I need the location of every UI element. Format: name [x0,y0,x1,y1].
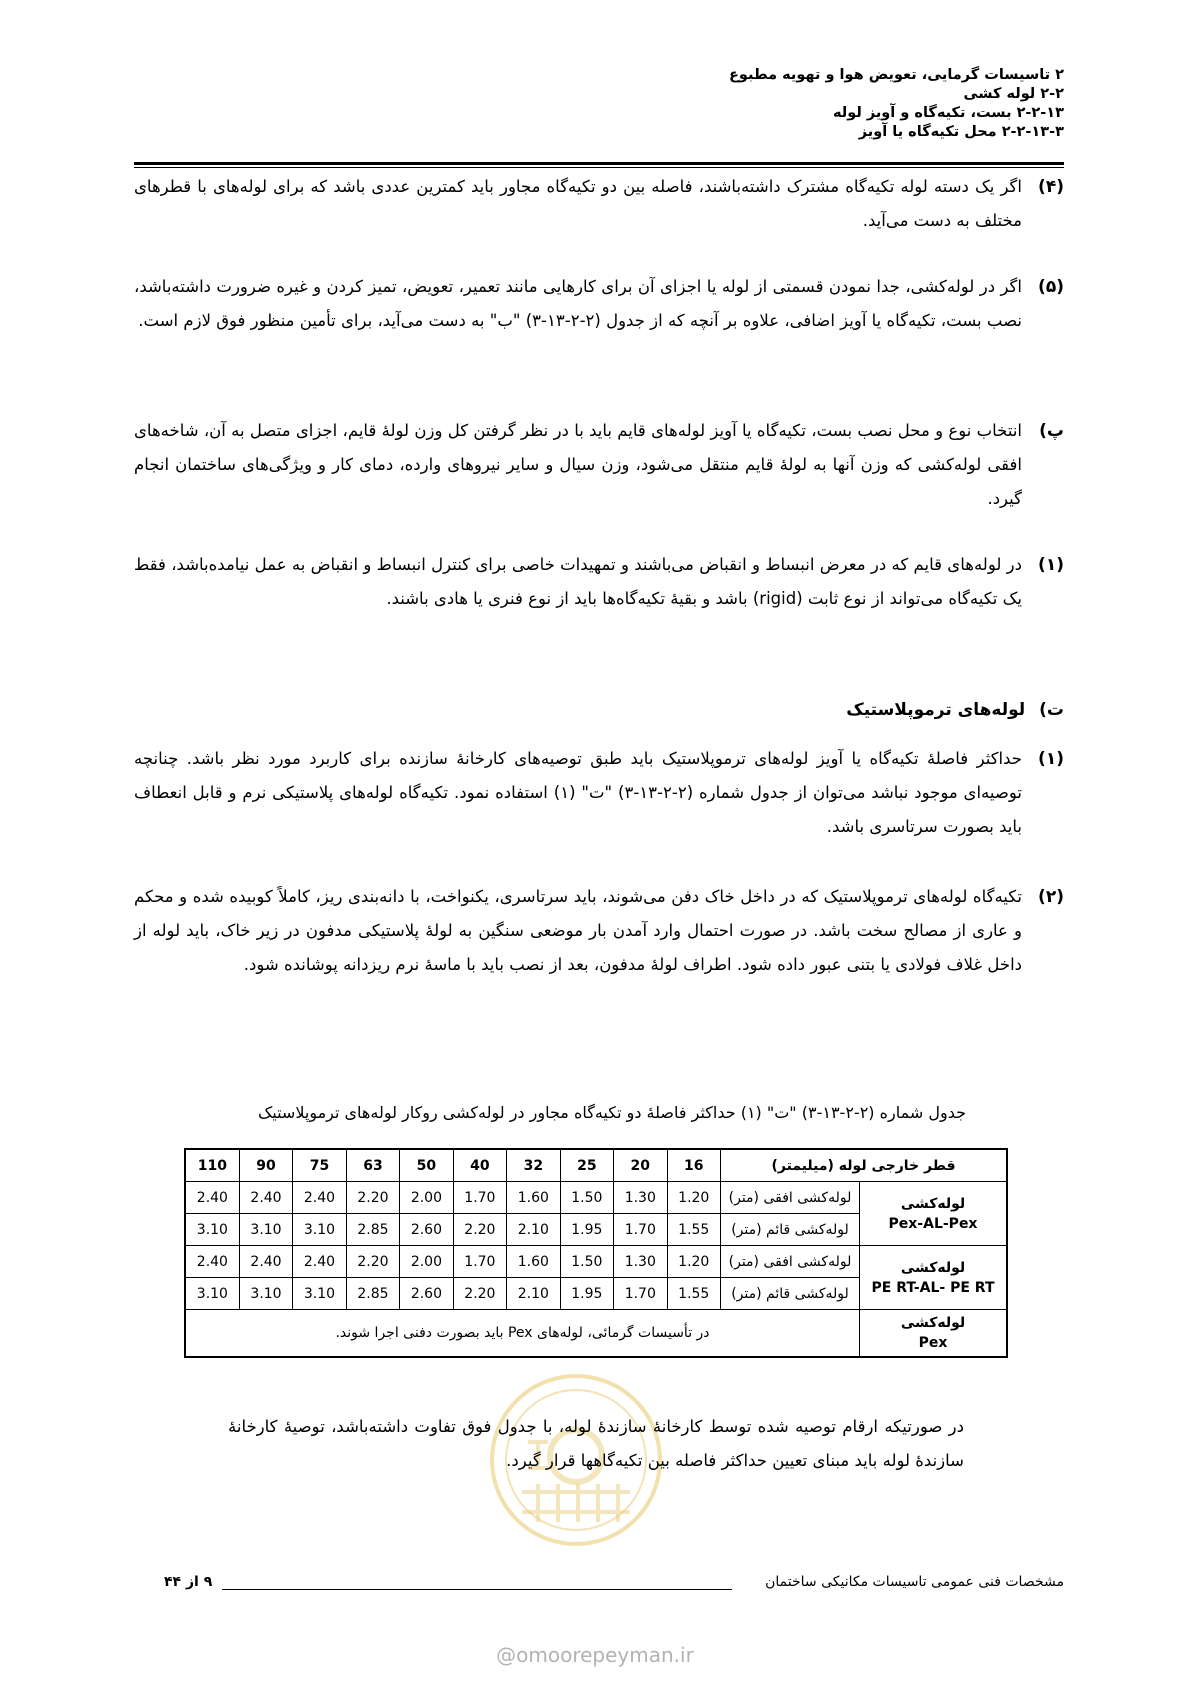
table-row-pex [185,1310,1007,1358]
value-cell: 3.10 [185,1214,239,1246]
value-cell: 3.10 [293,1214,346,1246]
paragraph-text: تکیه‌گاه لوله‌های ترموپلاستیک که در داخل خاک دفن می‌شوند، باید سرتاسری، یکنواخت، با دانه‌بندی ریز، کاملاً کوبیده شده و محکم و عاری از مصالح سخت باشد. در صورت احتمال وارد آمدن بار موضعی سنگین به لولهٔ پلاستیکی مدفون در زیر خاک، باید لوله از داخل غلاف فولادی یا بتنی عبور داده شود. اطراف لولهٔ مدفون، بعد از نصب باید با ماسهٔ نرم ریزدانه پوشانده شود. [134,887,1022,974]
value-cell: 2.60 [400,1278,453,1310]
value-cell: 1.95 [560,1214,613,1246]
value-cell: 2.20 [346,1246,399,1278]
value-cell: 1.30 [614,1246,667,1278]
value-cell: 2.40 [185,1182,239,1214]
group-name-line1: لوله‌کشی [900,1315,966,1331]
paragraph-text: اگر در لوله‌کشی، جدا نمودن قسمتی از لوله یا اجزای آن برای کارهایی مانند تعمیر، تعویض، تمیز کردن و غیره ضرورت داشته‌باشد، نصب بست، تکیه‌گاه یا آویز اضافی، علاوه بر آنچه که از جدول (۲-۲-۱۳-۳) "ب" به دست می‌آید، برای تأمین منظور فوق لازم است. [134,277,1022,330]
value-cell: 1.95 [560,1278,613,1310]
paragraph-p [134,414,1064,516]
diameter-cell: 110 [185,1149,239,1182]
header-line-1: ۲ تاسیسات گرمایی، تعویض هوا و تهویه مطبوع [729,67,1064,83]
paragraph-label: (۱) [1038,555,1064,575]
value-cell: 1.70 [614,1214,667,1246]
row-label-cell: لوله‌کشی افقی (متر) [721,1246,860,1278]
diameter-cell: 75 [293,1149,346,1182]
value-cell: 2.20 [346,1182,399,1214]
value-cell: 1.30 [614,1182,667,1214]
value-cell: 1.20 [667,1182,720,1214]
diameter-cell: 63 [346,1149,399,1182]
value-cell: 3.10 [239,1278,292,1310]
pex-note-cell: در تأسیسات گرمائی، لوله‌های Pex باید بصورت دفنی اجرا شوند. [185,1310,860,1358]
row-label-cell: لوله‌کشی قائم (متر) [721,1214,860,1246]
row-label-cell: لوله‌کشی افقی (متر) [721,1182,860,1214]
group-name-line1: لوله‌کشی [900,1259,966,1276]
diameter-cell: 20 [614,1149,667,1182]
paragraph-text: انتخاب نوع و محل نصب بست، تکیه‌گاه یا آویز لوله‌های قایم باید با در نظر گرفتن کل وزن لولهٔ قایم، اجزای متصل به آن، شاخه‌های افقی لوله‌کشی که وزن آنها به لولهٔ قایم منتقل می‌شود، وزن سیال و سایر نیروهای وارده، دمای کار و ویژگی‌های ساختمان انجام گیرد. [134,421,1022,508]
paragraph-label: (۵) [1038,277,1064,297]
value-cell: 2.40 [185,1246,239,1278]
value-cell: 1.50 [560,1246,613,1278]
paragraph-text: در لوله‌های قایم که در معرض انبساط و انقباض می‌باشند و تمهیدات خاصی برای کنترل انبساط و انقباض به عمل نیامده‌باشد، فقط یک تکیه‌گاه می‌تواند از نوع ثابت (rigid) باشد و بقیهٔ تکیه‌گاه‌ها باید از نوع فنری یا هادی باشند. [134,555,1022,608]
value-cell: 3.10 [293,1278,346,1310]
diameter-cell: 16 [667,1149,720,1182]
value-cell: 2.85 [346,1214,399,1246]
section-label: ت) [1039,700,1064,720]
support-spacing-table [184,1148,1008,1358]
paragraph-thermo-2 [134,880,1064,982]
value-cell: 2.40 [293,1246,346,1278]
header-line-2: ۲-۲ لوله کشی [963,86,1064,102]
value-cell: 2.20 [453,1278,506,1310]
diameter-cell: 50 [400,1149,453,1182]
group-name-cell [860,1246,1008,1310]
footer-document-title: مشخصات فنی عمومی تاسیسات مکانیکی ساختمان [765,1574,1064,1590]
value-cell: 2.40 [293,1182,346,1214]
value-cell: 2.10 [507,1278,560,1310]
closing-paragraph: در صورتیکه ارقام توصیه شده توسط کارخانهٔ سازندهٔ لوله، با جدول فوق تفاوت داشته‌باشد، توصیهٔ کارخانهٔ سازندهٔ لوله باید مبنای تعیین حداکثر فاصله بین تکیه‌گاهها قرار گیرد. [228,1417,964,1470]
value-cell: 2.40 [239,1182,292,1214]
paragraph-text: اگر یک دسته لوله تکیه‌گاه مشترک داشته‌باشند، فاصله بین دو تکیه‌گاه مجاور باید کمترین عددی باشد که برای لوله‌های با قطرهای مختلف به دست می‌آید. [134,177,1022,230]
table-header-row [185,1149,1007,1182]
value-cell: 2.00 [400,1182,453,1214]
value-cell: 2.20 [453,1214,506,1246]
header-rule-thin [134,167,1064,168]
paragraph-label: پ) [1039,421,1064,441]
group-name-line2: Pex [918,1335,948,1351]
value-cell: 1.55 [667,1278,720,1310]
value-cell: 3.10 [239,1214,292,1246]
group-name-line2: PE RT-AL- PE RT [871,1279,995,1296]
header-rule-thick [134,162,1064,165]
table-row [185,1182,1007,1214]
diameter-cell: 40 [453,1149,506,1182]
running-header [164,66,1064,142]
header-label-cell: قطر خارجی لوله (میلیمتر) [721,1149,1008,1182]
header-line-4: ۲-۲-۱۳-۳ محل تکیه‌گاه یا آویز [858,124,1064,140]
footer-rule [222,1589,732,1590]
group-name-line2: Pex-AL-Pex [888,1215,978,1232]
paragraph-label: (۱) [1038,749,1064,769]
paragraph-label: (۴) [1038,177,1064,197]
section-title: لوله‌های ترموپلاستیک [846,700,1026,720]
value-cell: 1.20 [667,1246,720,1278]
table-row [185,1246,1007,1278]
value-cell: 3.10 [185,1278,239,1310]
value-cell: 2.40 [239,1246,292,1278]
value-cell: 1.50 [560,1182,613,1214]
paragraph-5 [134,270,1064,338]
footer-page-number: ۹ از ۴۴ [164,1574,213,1590]
value-cell: 2.85 [346,1278,399,1310]
group-name-cell [860,1310,1008,1358]
value-cell: 2.00 [400,1246,453,1278]
section-heading [846,700,1064,720]
value-cell: 1.70 [453,1246,506,1278]
diameter-cell: 25 [560,1149,613,1182]
site-watermark: @omoorepeyman.ir [496,1643,694,1667]
paragraph-thermo-1 [134,742,1064,844]
value-cell: 2.60 [400,1214,453,1246]
row-label-cell: لوله‌کشی قائم (متر) [721,1278,860,1310]
diameter-cell: 90 [239,1149,292,1182]
group-name-line1: لوله‌کشی [900,1195,966,1212]
group-name-cell [860,1182,1008,1246]
value-cell: 2.10 [507,1214,560,1246]
paragraph-label: (۲) [1038,887,1064,907]
table-caption: جدول شماره (۲-۲-۱۳-۳) "ت" (۱) حداکثر فاصلهٔ دو تکیه‌گاه مجاور در لوله‌کشی روکار لوله‌های ترموپلاستیک [257,1103,966,1122]
value-cell: 1.60 [507,1246,560,1278]
diameter-cell: 32 [507,1149,560,1182]
value-cell: 1.60 [507,1182,560,1214]
paragraph-vertical-1 [134,548,1064,616]
paragraph-4 [134,170,1064,238]
value-cell: 1.70 [614,1278,667,1310]
value-cell: 1.70 [453,1182,506,1214]
header-line-3: ۲-۲-۱۳ بست، تکیه‌گاه و آویز لوله [833,105,1064,121]
paragraph-text: حداکثر فاصلهٔ تکیه‌گاه یا آویز لوله‌های ترموپلاستیک باید طبق توصیه‌های کارخانهٔ سازنده برای کاربرد مورد نظر باشد. چنانچه توصیه‌ای موجود نباشد می‌توان از جدول شماره (۲-۲-۱۳-۳) "ت" (۱) استفاده نمود. تکیه‌گاه لوله‌های پلاستیکی نرم و قابل انعطاف باید بصورت سرتاسری باشد. [134,749,1023,836]
value-cell: 1.55 [667,1214,720,1246]
